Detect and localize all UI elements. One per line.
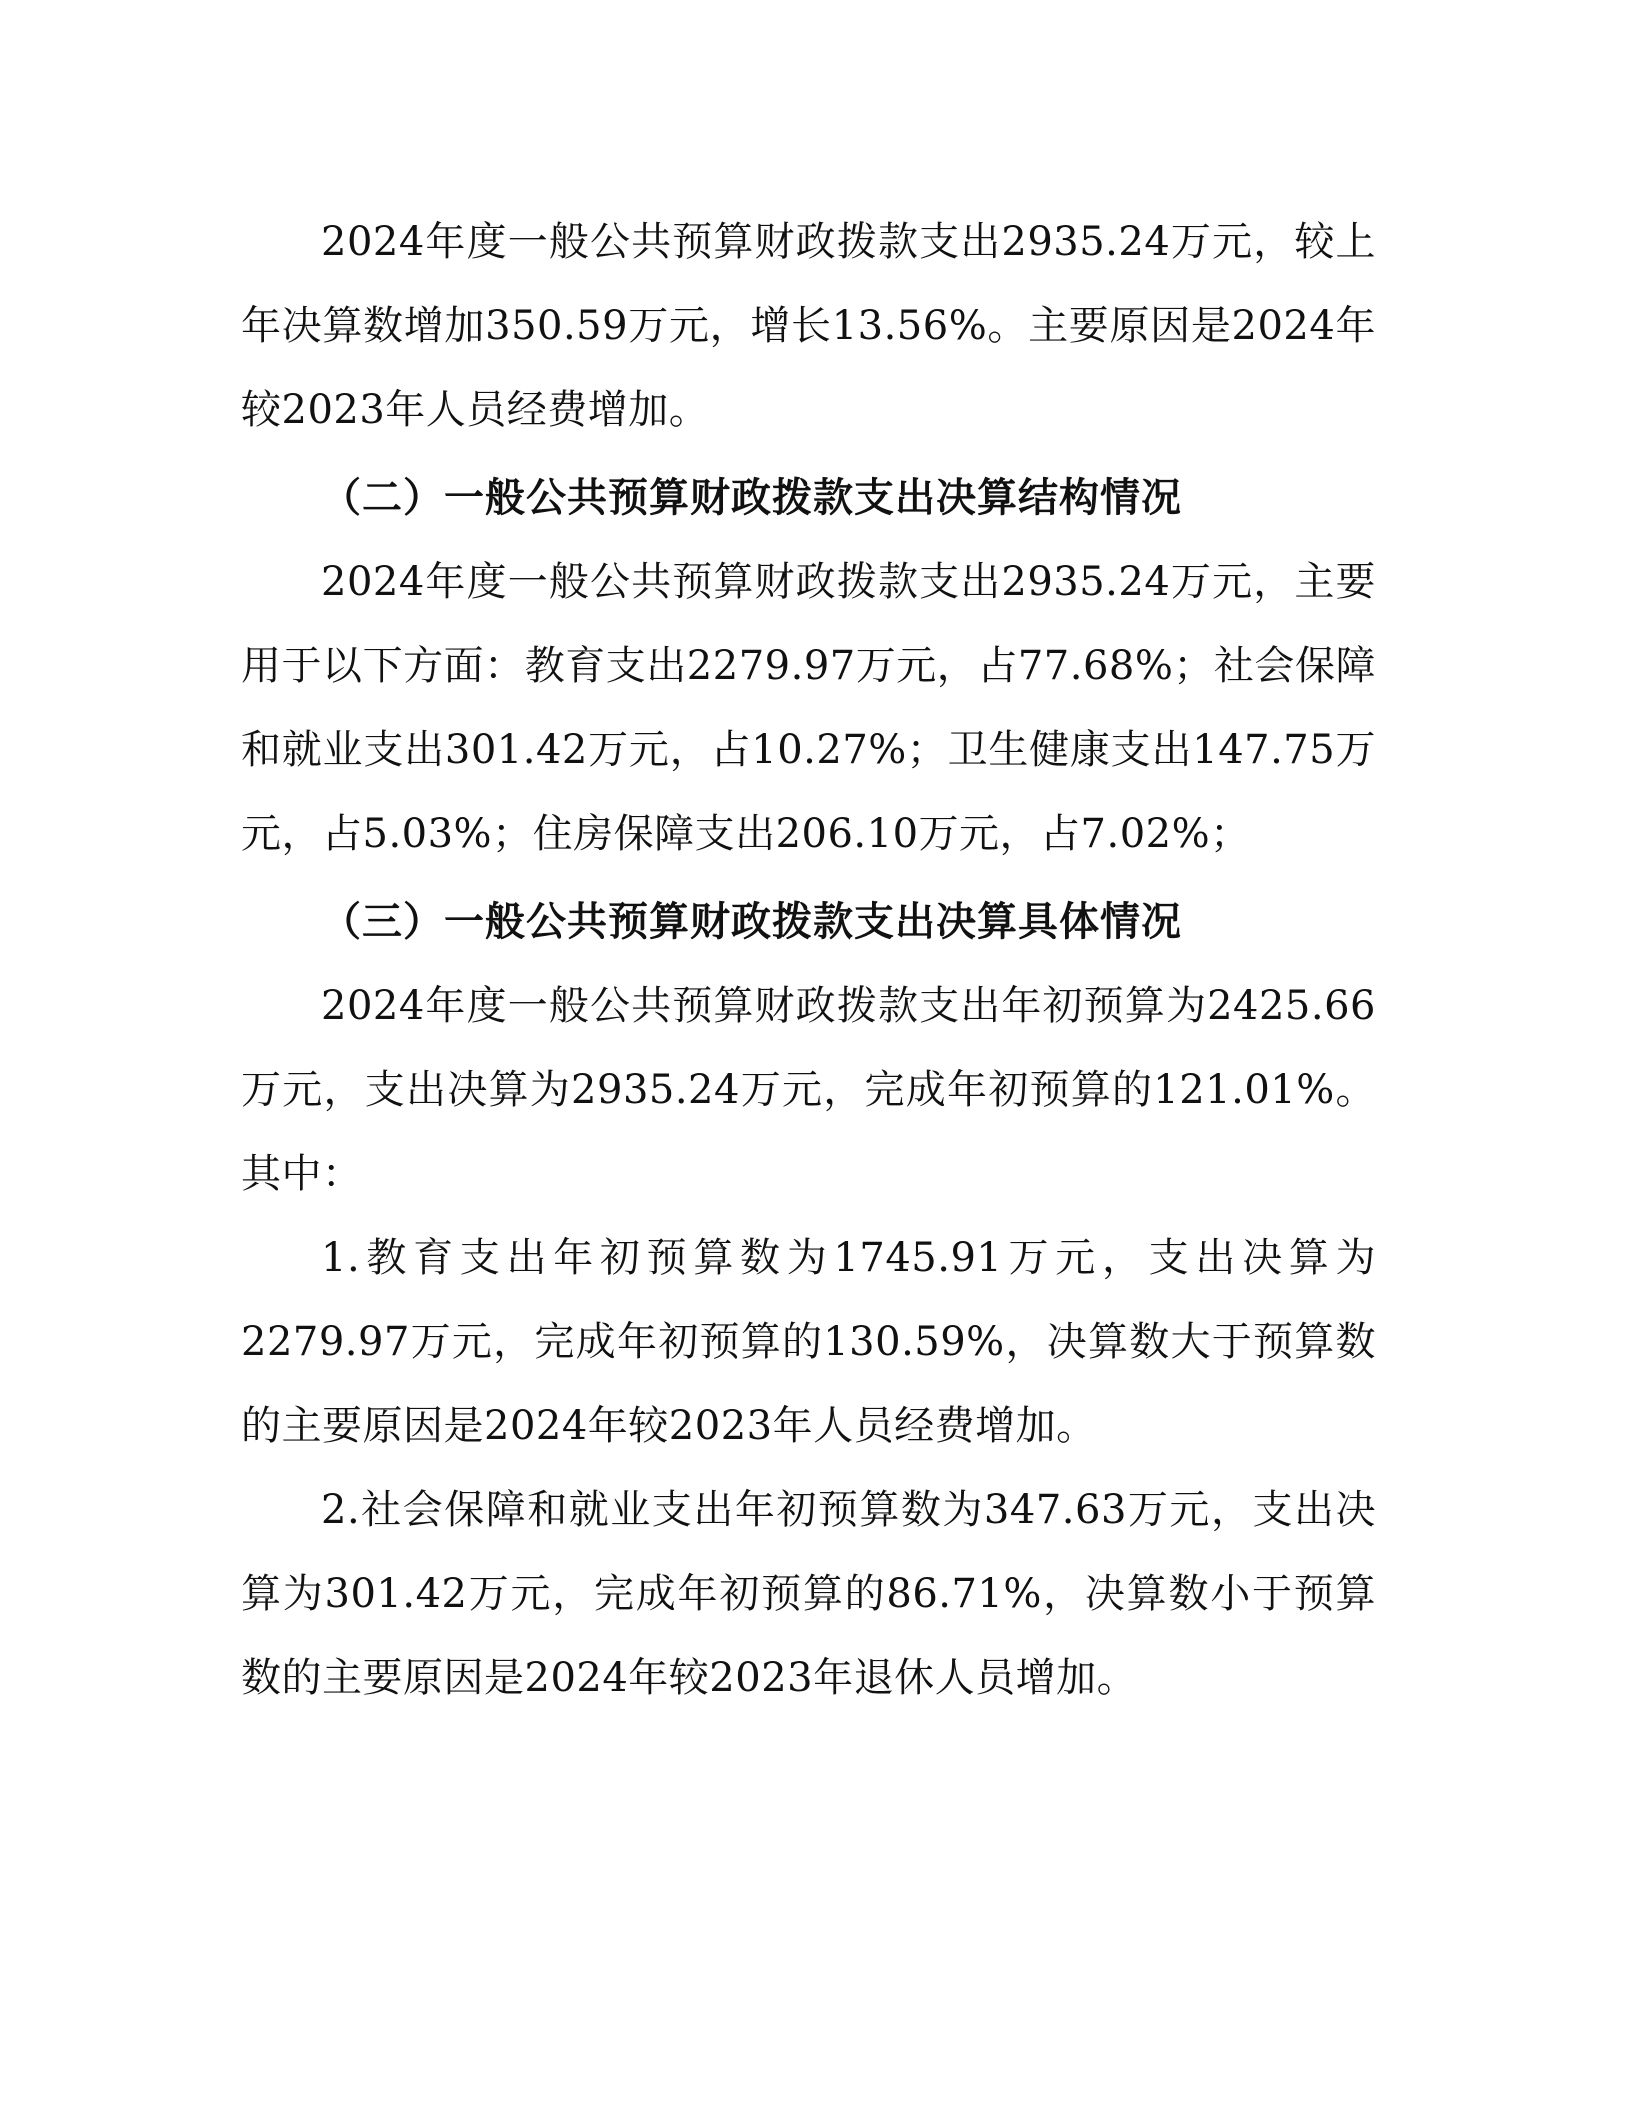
paragraph-details-overview: 2024年度一般公共预算财政拨款支出年初预算为2425.66万元，支出决算为2935.24万元，完成年初预算的121.01%。其中： xyxy=(241,983,1376,1197)
section-heading-structure: （二）一般公共预算财政拨款支出决算结构情况 xyxy=(321,475,1182,521)
section-heading-details: （三）一般公共预算财政拨款支出决算具体情况 xyxy=(321,899,1182,945)
paragraph-social-security: 2.社会保障和就业支出年初预算数为347.63万元，支出决算为301.42万元，完成年初预算的86.71%，决算数小于预算数的主要原因是2024年较2023年退休人员增加。 xyxy=(241,1487,1376,1701)
paragraph-education: 1.教育支出年初预算数为1745.91万元，支出决算为2279.97万元，完成年初预算的130.59%，决算数大于预算数的主要原因是2024年较2023年人员经费增加。 xyxy=(241,1235,1376,1449)
document-body xyxy=(241,200,1376,1720)
paragraph-total-expenditure: 2024年度一般公共预算财政拨款支出2935.24万元，较上年决算数增加350.59万元，增长13.56%。主要原因是2024年较2023年人员经费增加。 xyxy=(241,219,1376,433)
paragraph-structure: 2024年度一般公共预算财政拨款支出2935.24万元，主要用于以下方面：教育支出2279.97万元，占77.68%；社会保障和就业支出301.42万元，占10.27%；卫生健康支出147.75万元，占5.03%；住房保障支出206.10万元，占7.02%； xyxy=(241,559,1376,857)
